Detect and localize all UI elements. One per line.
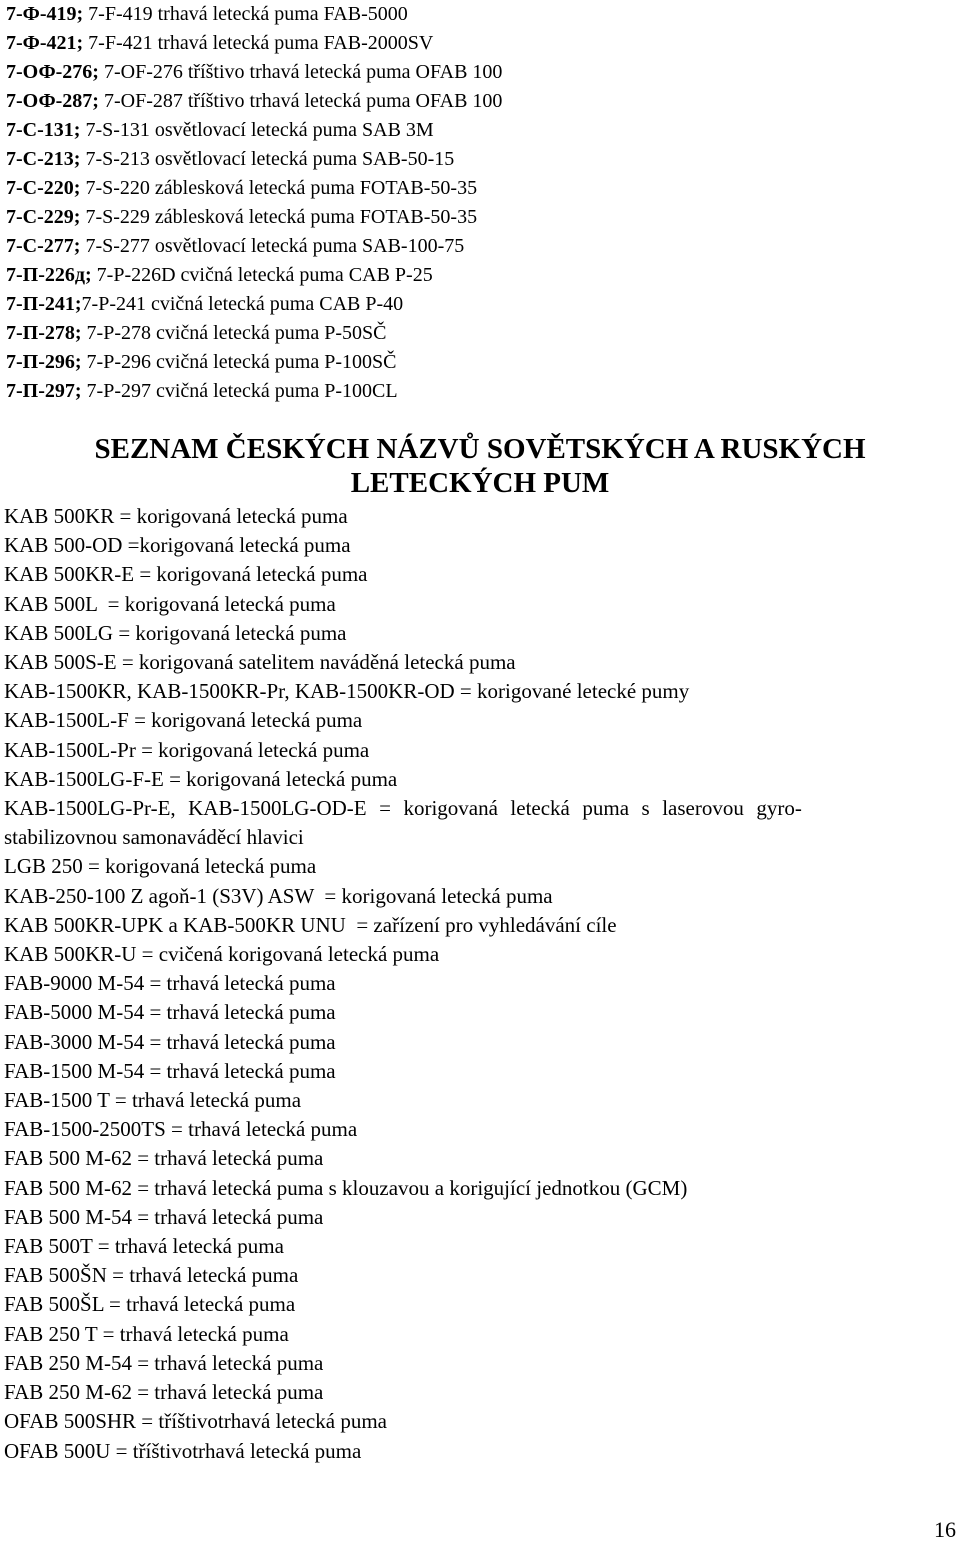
list-item: FAB 250 T = trhavá letecká puma	[4, 1321, 289, 1346]
designation-line	[6, 319, 956, 348]
designation-code: 7-Ф-421;	[6, 32, 84, 54]
designation-line	[6, 261, 956, 290]
designation-code: 7-П-296;	[6, 351, 82, 373]
designation-text: 7-OF-276 tříštivo trhavá letecká puma OFAB 100	[98, 61, 503, 83]
designation-code: 7-ОФ-276;	[6, 61, 99, 83]
section-heading-line-2: LETECKÝCH PUM	[350, 467, 610, 499]
list-item: FAB 500 M-62 = trhavá letecká puma s klouzavou a korigující jednotkou (GCM)	[4, 1175, 688, 1200]
designation-code: 7-С-229;	[6, 206, 81, 228]
designation-line	[6, 116, 956, 145]
list-item: KAB 500-OD =korigovaná letecká puma	[4, 533, 351, 558]
list-item: OFAB 500U = tříštivotrhavá letecká puma	[4, 1438, 362, 1463]
list-item: KAB 500L = korigovaná letecká puma	[4, 591, 336, 616]
designation-line	[6, 58, 956, 87]
list-item: FAB 250 M-54 = trhavá letecká puma	[4, 1350, 324, 1375]
list-item: FAB 500 M-54 = trhavá letecká puma	[4, 1204, 324, 1229]
designation-text: 7-S-131 osvětlovací letecká puma SAB 3M	[80, 119, 434, 141]
designation-text: 7-OF-287 tříštivo trhavá letecká puma OFAB 100	[98, 90, 503, 112]
list-item: FAB 500ŠN = trhavá letecká puma	[4, 1263, 299, 1288]
list-item: KAB-1500L-F = korigovaná letecká puma	[4, 708, 363, 733]
list-item: KAB-250-100 Z agoň-1 (S3V) ASW = korigovaná letecká puma	[4, 883, 553, 908]
designation-line	[6, 290, 956, 319]
designation-code: 7-С-131;	[6, 119, 81, 141]
list-item: KAB 500KR-U = cvičená korigovaná letecká puma	[4, 942, 440, 967]
list-item: FAB 500ŠL = trhavá letecká puma	[4, 1292, 296, 1317]
top-designation-list	[6, 0, 956, 406]
designation-text: 7-S-229 záblesková letecká puma FOTAB-50-35	[80, 206, 478, 228]
designation-line	[6, 232, 956, 261]
list-item: KAB-1500L-Pr = korigovaná letecká puma	[4, 737, 370, 762]
list-item: FAB-1500 M-54 = trhavá letecká puma	[4, 1058, 336, 1083]
page-number: 16	[934, 1517, 956, 1542]
list-item: KAB 500KR-UPK a KAB-500KR UNU = zařízení pro vyhledávání cíle	[4, 912, 617, 937]
designation-text: 7-P-297 cvičná letecká puma P-100CL	[81, 380, 398, 402]
designation-text: 7-F-419 trhavá letecká puma FAB-5000	[83, 3, 408, 25]
list-item: FAB-1500-2500TS = trhavá letecká puma	[4, 1117, 358, 1142]
list-item: FAB-3000 M-54 = trhavá letecká puma	[4, 1029, 336, 1054]
list-item: KAB 500LG = korigovaná letecká puma	[4, 620, 347, 645]
designation-line	[6, 203, 956, 232]
designation-code: 7-Ф-419;	[6, 3, 84, 25]
list-item: KAB-1500KR, KAB-1500KR-Pr, KAB-1500KR-OD = korigované letecké pumy	[4, 679, 690, 704]
designation-code: 7-С-277;	[6, 235, 81, 257]
section-heading	[0, 432, 960, 500]
designation-text: 7-S-277 osvětlovací letecká puma SAB-100-75	[80, 235, 465, 257]
designation-line	[6, 377, 956, 406]
designation-text: 7-P-226D cvičná letecká puma CAB P-25	[91, 264, 433, 286]
designation-text: 7-P-278 cvičná letecká puma P-50SČ	[81, 322, 387, 344]
designation-code: 7-ОФ-287;	[6, 90, 99, 112]
list-item: stabilizovnou samonaváděcí hlavici	[4, 825, 304, 850]
designation-code: 7-С-213;	[6, 148, 81, 170]
list-item: FAB-1500 T = trhavá letecká puma	[4, 1088, 302, 1113]
list-item: KAB 500KR = korigovaná letecká puma	[4, 504, 348, 528]
list-item: FAB 500 M-62 = trhavá letecká puma	[4, 1146, 324, 1171]
list-item: FAB-5000 M-54 = trhavá letecká puma	[4, 1000, 336, 1025]
designation-code: 7-С-220;	[6, 177, 81, 199]
designation-code: 7-П-278;	[6, 322, 82, 344]
designation-line	[6, 145, 956, 174]
designation-text: 7-F-421 trhavá letecká puma FAB-2000SV	[83, 32, 434, 54]
designation-line	[6, 29, 956, 58]
designation-line	[6, 348, 956, 377]
bomb-names-list	[4, 502, 956, 1466]
designation-line	[6, 174, 956, 203]
designation-text: 7-P-296 cvičná letecká puma P-100SČ	[81, 351, 397, 373]
designation-line	[6, 87, 956, 116]
list-item: FAB 500T = trhavá letecká puma	[4, 1234, 284, 1259]
list-item: KAB 500S-E = korigovaná satelitem naváděná letecká puma	[4, 650, 516, 675]
list-item: LGB 250 = korigovaná letecká puma	[4, 854, 317, 879]
list-item: KAB-1500LG-F-E = korigovaná letecká puma	[4, 766, 398, 791]
designation-code: 7-П-226д;	[6, 264, 92, 286]
designation-code: 7-П-241;	[6, 293, 82, 315]
section-heading-line-1: SEZNAM ČESKÝCH NÁZVŮ SOVĚTSKÝCH A RUSKÝCH	[94, 433, 866, 465]
list-item: OFAB 500SHR = tříštivotrhavá letecká puma	[4, 1409, 387, 1434]
designation-text: 7-P-241 cvičná letecká puma CAB P-40	[81, 293, 404, 315]
designation-line	[6, 0, 956, 29]
list-item: KAB-1500LG-Pr-E, KAB-1500LG-OD-E = korigovaná letecká puma s laserovou gyro-	[4, 796, 802, 821]
list-item: KAB 500KR-E = korigovaná letecká puma	[4, 562, 368, 587]
designation-text: 7-S-213 osvětlovací letecká puma SAB-50-15	[80, 148, 455, 170]
list-item: FAB 250 M-62 = trhavá letecká puma	[4, 1380, 324, 1405]
designation-text: 7-S-220 záblesková letecká puma FOTAB-50-35	[80, 177, 478, 199]
designation-code: 7-П-297;	[6, 380, 82, 402]
list-item: FAB-9000 M-54 = trhavá letecká puma	[4, 971, 336, 996]
